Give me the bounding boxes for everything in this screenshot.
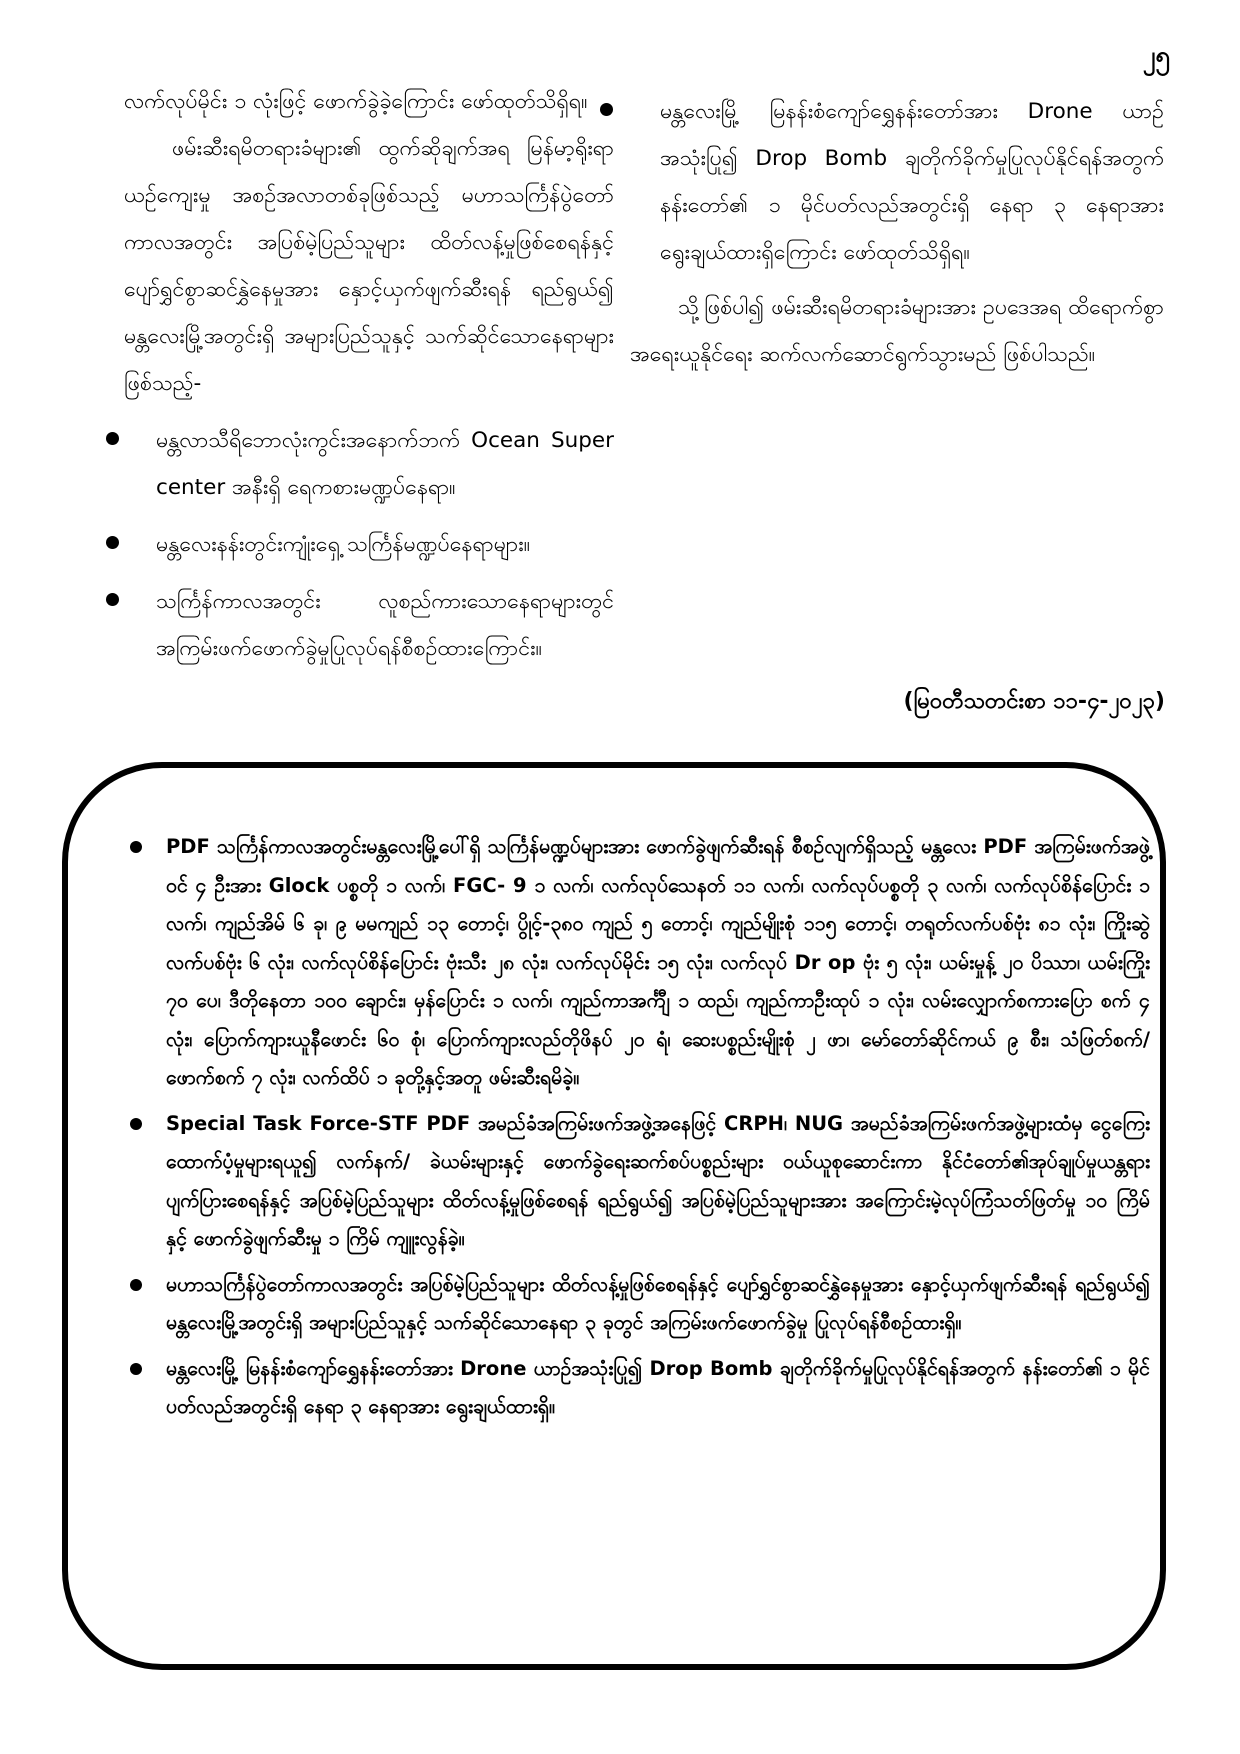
bullet-icon [130,1118,142,1130]
bullet-icon [106,593,119,606]
summary-bullet-list [128,828,1150,1434]
bullet-list [630,88,1164,276]
list-item-text: မန္တလာသီရိဘောလုံးကွင်းအနောက်ဘက် Ocean Super center အနီးရှိ ရေကစားမဏ္ဍပ်နေရာ။ [156,428,614,500]
paragraph: သို့ဖြစ်ပါ၍ ဖမ်းဆီးရမိတရားခံများအား ဥပဒေအရ ထိရောက်စွာ အရေးယူနိုင်ရေး ဆက်လက်ဆောင်ရွက်သွားမည် ဖြစ်ပါသည်။ [630,295,1164,367]
list-item-text: သင်္ကြန်ကာလအတွင်း လူစည်ကားသောနေရာများတွင် အကြမ်းဖက်ဖောက်ခွဲမှုပြုလုပ်ရန်စီစဉ်ထားကြောင်း။ [156,589,614,661]
bullet-icon [106,536,119,549]
bullet-list [124,417,614,672]
page-number: ၂၅ [1142,41,1170,71]
summary-item [128,1266,1150,1343]
bullet-icon [130,1363,142,1375]
list-item [102,578,614,672]
summary-item-text: PDF သင်္ကြန်ကာလအတွင်းမန္တလေးမြို့ပေါ်ရှိ သင်္ကြန်မဏ္ဍပ်များအား ဖောက်ခွဲဖျက်ဆီးရန် စီစဉ်လျက်ရှိသည့် မန္တလေး PDF အကြမ်းဖက်အဖွဲ့ဝင် ၄ ဦးအား Glock ပစ္စတို ၁ လက်၊ FGC- 9 ၁ လက်၊ လက်လုပ်သေနတ် ၁၁ လက်၊ လက်လုပ်ပစ္စတို ၃ လက်၊ လက်လုပ်စိန်ပြောင်း ၁ လက်၊ ကျည်အိမ် ၆ ခု၊ ၉ မမကျည် ၁၃ တောင့်၊ ပွိုင့်-၃၈၀ ကျည် ၅ တောင့်၊ ကျည်မျိုးစုံ ၁၁၅ တောင့်၊ တရုတ်လက်ပစ်ဗုံး ၈၁ လုံး၊ ကြိုးဆွဲလက်ပစ်ဗုံး ၆ လုံး၊ လက်လုပ်စိန်ပြောင်း ဗုံးသီး ၂၈ လုံး၊ လက်လုပ်မိုင်း ၁၅ လုံး၊ လက်လုပ် Dr op ဗုံး ၅ လုံး၊ ယမ်းမှုန့် ၂၀ ပိဿာ၊ ယမ်းကြိုး ၇၀ ပေ၊ ဒီတိုနေတာ ၁၀၀ ချောင်း၊ မှန်ပြောင်း ၁ လက်၊ ကျည်ကာအင်္ကျီ ၁ ထည်၊ ကျည်ကာဦးထုပ် ၁ လုံး၊ လမ်းလျှောက်စကားပြော စက် ၄ လုံး၊ ပြောက်ကျားယူနီဖောင်း ၆၀ စုံ၊ ပြောက်ကျားလည်တိုဖိနပ် ၂၀ ရံ၊ ဆေးပစ္စည်းမျိုးစုံ ၂ ဖာ၊ မော်တော်ဆိုင်ကယ် ၉ စီး၊ သံဖြတ်စက်/ဖောက်စက် ၇ လုံး၊ လက်ထိပ် ၁ ခုတို့နှင့်အတူ ဖမ်းဆီးရမိခဲ့။ [166,835,1150,1089]
bullet-icon [130,841,142,853]
summary-item-text: မဟာသင်္ကြန်ပွဲတော်ကာလအတွင်း အပြစ်မဲ့ပြည်သူများ ထိတ်လန့်မှုဖြစ်စေရန်နှင့် ပျော်ရွှင်စွာဆင်နွှဲနေမှုအား နှောင့်ယှက်ဖျက်ဆီးရန် ရည်ရွယ်၍ မန္တလေးမြို့အတွင်းရှိ အများပြည်သူနှင့် သက်ဆိုင်သောနေရာ ၃ ခုတွင် အကြမ်းဖက်ဖောက်ခွဲမှု ပြုလုပ်ရန်စီစဉ်ထားရှိ။ [166,1272,1150,1334]
list-item [102,417,614,511]
paragraph: လက်လုပ်မိုင်း ၁ လုံးဖြင့် ဖောက်ခွဲခဲ့ကြောင်း ဖော်ထုတ်သိရှိရ။ [124,89,588,114]
left-column [124,78,614,680]
bullet-icon [600,103,613,116]
list-item-text: မန္တလေးမြို့ မြနန်းစံကျော်ရွှေနန်းတော်အား Drone ယာဉ်အသုံးပြု၍ Drop Bomb ချတိုက်ခိုက်မှုပြုလုပ်နိုင်ရန်အတွက် နန်းတော်၏ ၁ မိုင်ပတ်လည်အတွင်းရှိ နေရာ ၃ နေရာအား ရွေးချယ်ထားရှိကြောင်း ဖော်ထုတ်သိရှိရ။ [660,99,1164,265]
list-item [102,521,614,568]
list-item [596,88,1164,276]
summary-item [128,1350,1150,1427]
source-citation: (မြဝတီသတင်းစာ ၁၁-၄-၂၀၂၃) [903,689,1165,714]
paragraph: ဖမ်းဆီးရမိတရားခံများ၏ ထွက်ဆိုချက်အရ မြန်မာ့ရိုးရာယဉ်ကျေးမှု အစဉ်အလာတစ်ခုဖြစ်သည့် မဟာသင်္ကြန်ပွဲတော်ကာလအတွင်း အပြစ်မဲ့ပြည်သူများ ထိတ်လန့်မှုဖြစ်စေရန်နှင့် ပျော်ရွှင်စွာဆင်နွှဲနေမှုအား နှောင့်ယှက်ဖျက်ဆီးရန် ရည်ရွယ်၍ မန္တလေးမြို့အတွင်းရှိ အများပြည်သူနှင့် သက်ဆိုင်သောနေရာများဖြစ်သည့်- [124,136,614,396]
list-item-text: မန္တလေးနန်းတွင်းကျုံးရှေ့ သင်္ကြန်မဏ္ဍပ်နေရာများ။ [156,532,531,557]
summary-item-text: မန္တလေးမြို့ မြနန်းစံကျော်ရွှေနန်းတော်အား Drone ယာဉ်အသုံးပြု၍ Drop Bomb ချတိုက်ခိုက်မှုပြုလုပ်နိုင်ရန်အတွက် နန်းတော်၏ ၁ မိုင်ပတ်လည်အတွင်းရှိ နေရာ ၃ နေရာအား ရွေးချယ်ထားရှိ။ [166,1356,1150,1418]
right-column [630,78,1164,378]
summary-item [128,828,1150,1098]
bullet-icon [130,1279,142,1291]
bullet-icon [106,432,119,445]
summary-item-text: Special Task Force-STF PDF အမည်ခံအကြမ်းဖက်အဖွဲ့အနေဖြင့် CRPH၊ NUG အမည်ခံအကြမ်းဖက်အဖွဲ့များထံမှ ငွေကြေးထောက်ပံ့မှုများရယူ၍ လက်နက်/ ခဲယမ်းများနှင့် ဖောက်ခွဲရေးဆက်စပ်ပစ္စည်းများ ဝယ်ယူစုဆောင်းကာ နိုင်ငံတော်၏အုပ်ချုပ်မှုယန္တရား ပျက်ပြားစေရန်နှင့် အပြစ်မဲ့ပြည်သူများ ထိတ်လန့်မှုဖြစ်စေရန် ရည်ရွယ်၍ အပြစ်မဲ့ပြည်သူများအား အကြောင်းမဲ့လုပ်ကြံသတ်ဖြတ်မှု ၁၀ ကြိမ်နှင့် ဖောက်ခွဲဖျက်ဆီးမှု ၁ ကြိမ် ကျူးလွန်ခဲ့။ [166,1111,1150,1250]
summary-item [128,1105,1150,1259]
